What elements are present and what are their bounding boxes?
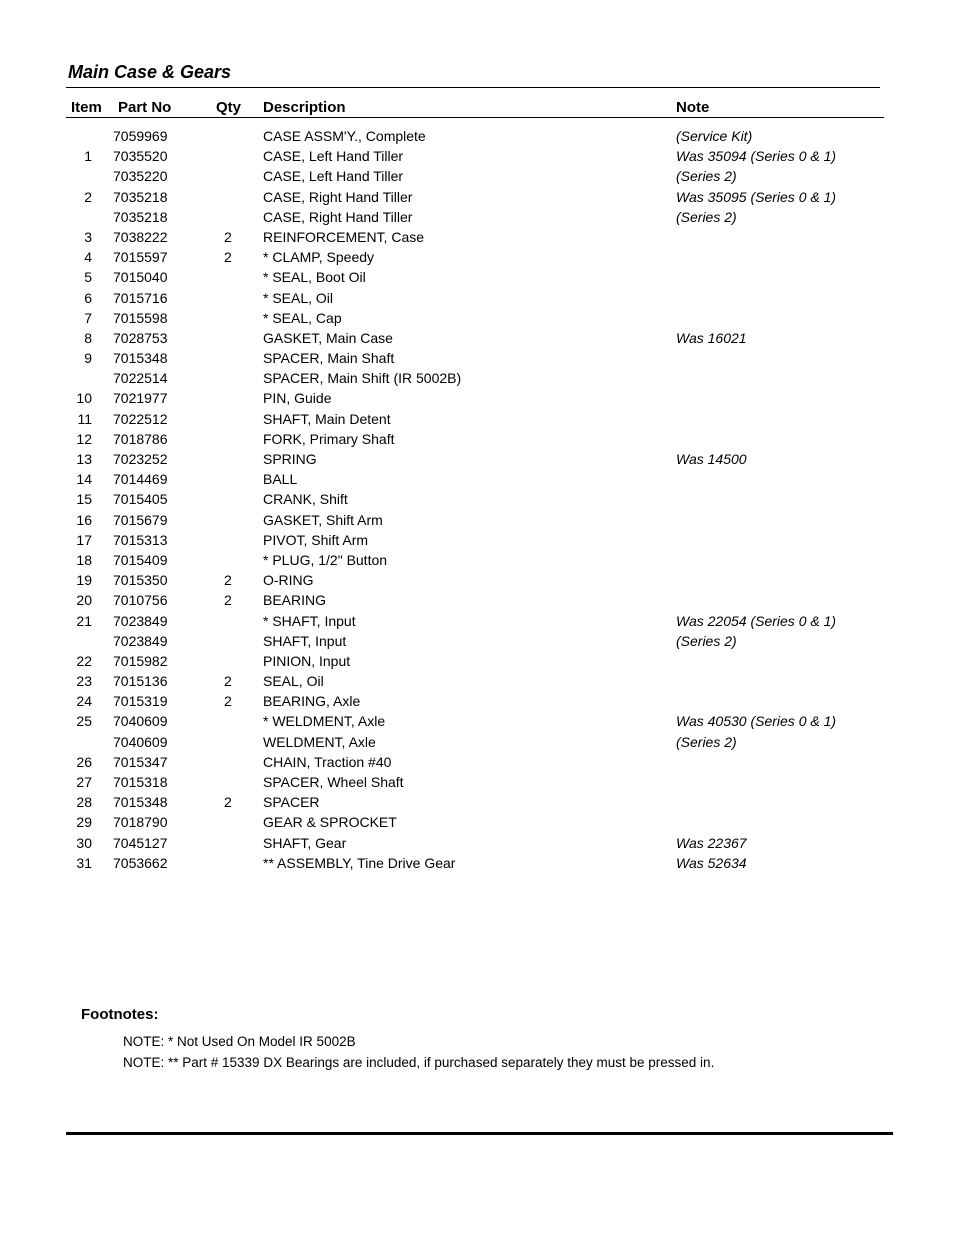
table-row — [0, 590, 954, 610]
description: SPACER — [263, 794, 320, 811]
description: CRANK, Shift — [263, 491, 348, 508]
item-number: 14 — [76, 471, 92, 488]
description: SPACER, Main Shift (IR 5002B) — [263, 370, 462, 387]
description: CHAIN, Traction #40 — [263, 753, 392, 770]
table-row — [0, 691, 954, 711]
item-number: 31 — [76, 854, 92, 871]
description: CASE, Right Hand Tiller — [263, 188, 413, 205]
item-number: 17 — [76, 531, 92, 548]
table-row — [0, 570, 954, 590]
item-number: 16 — [76, 511, 92, 528]
table-row — [0, 510, 954, 530]
note: Was 14500 — [676, 451, 747, 467]
table-row — [0, 308, 954, 328]
table-row — [0, 207, 954, 227]
table-row — [0, 328, 954, 348]
description: CASE ASSM'Y., Complete — [263, 128, 426, 144]
table-row — [0, 469, 954, 489]
description: * SEAL, Cap — [263, 309, 342, 326]
description: FORK, Primary Shaft — [263, 430, 395, 447]
table-row — [0, 166, 954, 186]
description: GEAR & SPROCKET — [263, 814, 397, 831]
table-row — [0, 711, 954, 731]
part-number: 7015409 — [113, 551, 168, 568]
part-number: 7015136 — [113, 673, 168, 690]
note: Was 35094 (Series 0 & 1) — [676, 148, 837, 165]
footnote-line: NOTE: ** Part # 15339 DX Bearings are included, if purchased separately they must be pressed in. — [123, 1055, 715, 1070]
part-number: 7023252 — [113, 451, 168, 467]
description: SEAL, Oil — [263, 673, 324, 690]
footnote-line: NOTE: * Not Used On Model IR 5002B — [123, 1034, 356, 1049]
table-row — [0, 651, 954, 671]
item-number: 6 — [84, 289, 92, 306]
part-number: 7035218 — [113, 188, 168, 205]
table-row — [0, 429, 954, 449]
part-number: 7038222 — [113, 228, 168, 245]
item-number: 1 — [84, 148, 92, 165]
table-row — [0, 348, 954, 368]
part-number: 7015982 — [113, 652, 168, 669]
header-divider — [66, 117, 884, 118]
item-number: 4 — [84, 249, 92, 266]
description: * SEAL, Boot Oil — [263, 269, 366, 286]
part-number: 7035520 — [113, 148, 168, 165]
description: SPACER, Main Shaft — [263, 350, 395, 367]
part-number: 7023849 — [113, 632, 168, 649]
quantity: 2 — [224, 673, 232, 690]
part-number: 7015348 — [113, 794, 168, 811]
quantity: 2 — [224, 794, 232, 811]
description: * SHAFT, Input — [263, 612, 356, 629]
description: * WELDMENT, Axle — [263, 713, 386, 730]
note: Was 40530 (Series 0 & 1) — [676, 713, 837, 730]
note: Was 16021 — [676, 329, 747, 346]
part-number: 7015347 — [113, 753, 168, 770]
item-number: 7 — [84, 309, 92, 326]
item-number: 27 — [76, 774, 92, 790]
description: * CLAMP, Speedy — [263, 249, 375, 266]
description: CASE, Right Hand Tiller — [263, 208, 413, 225]
table-row — [0, 449, 954, 469]
description: PINION, Input — [263, 652, 351, 669]
item-number: 15 — [76, 491, 92, 508]
item-number: 3 — [84, 228, 92, 245]
header-item: Item — [71, 99, 102, 116]
title-divider — [66, 87, 880, 88]
item-number: 28 — [76, 794, 92, 811]
table-row — [0, 388, 954, 408]
bottom-divider — [66, 1132, 893, 1135]
note: (Series 2) — [676, 168, 737, 185]
part-number: 7015405 — [113, 491, 168, 508]
item-number: 12 — [76, 430, 92, 447]
part-number: 7015348 — [113, 350, 168, 367]
part-number: 7053662 — [113, 854, 168, 871]
part-number: 7059969 — [113, 128, 168, 144]
header-qty: Qty — [216, 99, 242, 116]
part-number: 7015319 — [113, 693, 168, 710]
table-row — [0, 146, 954, 166]
quantity: 2 — [224, 572, 232, 589]
part-number: 7015598 — [113, 309, 168, 326]
part-number: 7015040 — [113, 269, 168, 286]
note: Was 35095 (Series 0 & 1) — [676, 188, 837, 205]
description: GASKET, Main Case — [263, 329, 393, 346]
table-row — [0, 792, 954, 812]
note: (Series 2) — [676, 733, 737, 750]
item-number: 8 — [84, 329, 92, 346]
note: Was 22054 (Series 0 & 1) — [676, 612, 837, 629]
table-row — [0, 752, 954, 772]
table-row — [0, 853, 954, 873]
table-row — [0, 550, 954, 570]
item-number: 2 — [84, 188, 92, 205]
table-row — [0, 611, 954, 631]
description: BEARING — [263, 592, 327, 609]
part-number: 7040609 — [113, 733, 168, 750]
item-number: 13 — [76, 451, 92, 467]
item-number: 25 — [76, 713, 92, 730]
item-number: 5 — [84, 269, 92, 286]
part-number: 7014469 — [113, 471, 168, 488]
description: O-RING — [263, 572, 314, 589]
note: (Series 2) — [676, 632, 737, 649]
item-number: 9 — [84, 350, 92, 367]
part-number: 7021977 — [113, 390, 168, 407]
table-row — [0, 267, 954, 287]
part-number: 7015716 — [113, 289, 168, 306]
header-note: Note — [676, 99, 710, 116]
table-row — [0, 126, 954, 146]
table-row — [0, 732, 954, 752]
item-number: 22 — [76, 652, 92, 669]
table-row — [0, 530, 954, 550]
header-part-no: Part No — [118, 99, 172, 116]
note: (Service Kit) — [676, 128, 753, 144]
part-number: 7045127 — [113, 834, 168, 851]
note: (Series 2) — [676, 208, 737, 225]
table-row — [0, 368, 954, 388]
description: ** ASSEMBLY, Tine Drive Gear — [263, 854, 456, 871]
note: Was 52634 — [676, 854, 747, 871]
description: GASKET, Shift Arm — [263, 511, 383, 528]
table-row — [0, 288, 954, 308]
part-number: 7015679 — [113, 511, 168, 528]
item-number: 23 — [76, 673, 92, 690]
table-row — [0, 227, 954, 247]
part-number: 7015313 — [113, 531, 168, 548]
part-number: 7022512 — [113, 410, 168, 427]
item-number: 26 — [76, 753, 92, 770]
part-number: 7015597 — [113, 249, 168, 266]
description: REINFORCEMENT, Case — [263, 228, 425, 245]
table-row — [0, 833, 954, 853]
table-row — [0, 489, 954, 509]
part-number: 7035218 — [113, 208, 168, 225]
description: BEARING, Axle — [263, 693, 361, 710]
item-number: 24 — [76, 693, 92, 710]
description: * PLUG, 1/2" Button — [263, 551, 388, 568]
description: SPRING — [263, 451, 317, 467]
table-row — [0, 772, 954, 792]
part-number: 7022514 — [113, 370, 168, 387]
footnotes-heading: Footnotes: — [81, 1006, 159, 1023]
part-number: 7010756 — [113, 592, 168, 609]
table-row — [0, 631, 954, 651]
quantity: 2 — [224, 228, 232, 245]
description: CASE, Left Hand Tiller — [263, 148, 404, 165]
quantity: 2 — [224, 592, 232, 609]
parts-table — [0, 126, 954, 873]
part-number: 7040609 — [113, 713, 168, 730]
part-number: 7035220 — [113, 168, 168, 185]
table-row — [0, 247, 954, 267]
part-number: 7023849 — [113, 612, 168, 629]
table-row — [0, 187, 954, 207]
item-number: 18 — [76, 551, 92, 568]
description: SHAFT, Gear — [263, 834, 347, 851]
page-title: Main Case & Gears — [68, 62, 232, 82]
item-number: 10 — [76, 390, 92, 407]
part-number: 7028753 — [113, 329, 168, 346]
part-number: 7018786 — [113, 430, 168, 447]
table-row — [0, 671, 954, 691]
quantity: 2 — [224, 249, 232, 266]
header-description: Description — [263, 99, 346, 116]
item-number: 30 — [76, 834, 92, 851]
part-number: 7015318 — [113, 774, 168, 790]
description: SHAFT, Input — [263, 632, 347, 649]
note: Was 22367 — [676, 834, 747, 851]
quantity: 2 — [224, 693, 232, 710]
item-number: 29 — [76, 814, 92, 831]
item-number: 11 — [77, 410, 92, 427]
item-number: 19 — [76, 572, 92, 589]
description: SHAFT, Main Detent — [263, 410, 391, 427]
table-row — [0, 812, 954, 832]
table-row — [0, 409, 954, 429]
description: PIVOT, Shift Arm — [263, 531, 369, 548]
description: BALL — [263, 471, 298, 488]
part-number: 7018790 — [113, 814, 168, 831]
description: WELDMENT, Axle — [263, 733, 376, 750]
description: CASE, Left Hand Tiller — [263, 168, 404, 185]
item-number: 20 — [76, 592, 92, 609]
description: * SEAL, Oil — [263, 289, 334, 306]
description: SPACER, Wheel Shaft — [263, 774, 404, 790]
item-number: 21 — [76, 612, 92, 629]
part-number: 7015350 — [113, 572, 168, 589]
description: PIN, Guide — [263, 390, 332, 407]
